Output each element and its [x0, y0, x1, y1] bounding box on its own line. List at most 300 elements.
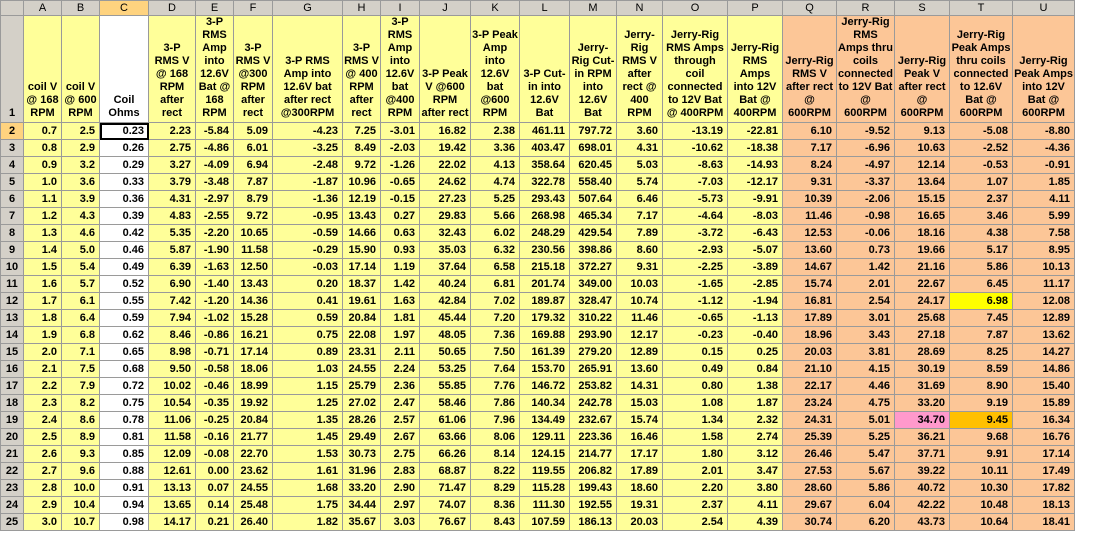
- table-cell[interactable]: 2.9: [62, 140, 100, 157]
- table-cell[interactable]: 27.18: [895, 327, 950, 344]
- table-cell[interactable]: -2.55: [196, 208, 234, 225]
- table-cell[interactable]: 1.6: [24, 276, 62, 293]
- table-cell[interactable]: -1.13: [728, 310, 783, 327]
- table-cell[interactable]: 5.03: [617, 157, 663, 174]
- table-cell[interactable]: 2.47: [381, 395, 420, 412]
- table-cell[interactable]: 230.56: [520, 242, 570, 259]
- column-header-h[interactable]: H: [343, 1, 381, 16]
- table-cell[interactable]: 74.07: [420, 497, 471, 514]
- table-cell[interactable]: 19.42: [420, 140, 471, 157]
- table-cell[interactable]: 9.91: [950, 446, 1013, 463]
- table-cell[interactable]: 2.9: [24, 497, 62, 514]
- table-cell[interactable]: 9.72: [234, 208, 273, 225]
- table-cell[interactable]: -0.71: [196, 344, 234, 361]
- table-cell[interactable]: 40.72: [895, 480, 950, 497]
- table-cell[interactable]: 1.3: [24, 225, 62, 242]
- table-cell[interactable]: 13.43: [343, 208, 381, 225]
- table-cell[interactable]: -2.25: [663, 259, 728, 276]
- row-number[interactable]: 9: [1, 242, 24, 259]
- table-cell[interactable]: 5.25: [837, 429, 895, 446]
- table-cell[interactable]: -6.43: [728, 225, 783, 242]
- table-cell[interactable]: 6.20: [837, 514, 895, 531]
- table-cell[interactable]: 2.37: [663, 497, 728, 514]
- row-number[interactable]: 16: [1, 361, 24, 378]
- table-cell[interactable]: 37.64: [420, 259, 471, 276]
- table-cell[interactable]: 7.76: [471, 378, 520, 395]
- table-cell[interactable]: 3.46: [950, 208, 1013, 225]
- table-cell[interactable]: 1.2: [24, 208, 62, 225]
- table-cell[interactable]: 4.39: [728, 514, 783, 531]
- table-cell[interactable]: 349.00: [570, 276, 617, 293]
- table-cell[interactable]: -1.26: [381, 157, 420, 174]
- table-cell[interactable]: 1.03: [273, 361, 343, 378]
- table-cell[interactable]: 206.82: [570, 463, 617, 480]
- table-cell[interactable]: 1.53: [273, 446, 343, 463]
- table-cell[interactable]: 4.15: [837, 361, 895, 378]
- column-header-p[interactable]: P: [728, 1, 783, 16]
- column-header-m[interactable]: M: [570, 1, 617, 16]
- table-cell[interactable]: 21.16: [895, 259, 950, 276]
- table-cell[interactable]: 107.59: [520, 514, 570, 531]
- table-cell[interactable]: 27.23: [420, 191, 471, 208]
- table-cell[interactable]: 279.20: [570, 344, 617, 361]
- table-cell[interactable]: 0.46: [100, 242, 149, 259]
- table-cell[interactable]: 1.25: [273, 395, 343, 412]
- table-cell[interactable]: 3.27: [149, 157, 196, 174]
- table-cell[interactable]: 58.46: [420, 395, 471, 412]
- table-cell[interactable]: 61.06: [420, 412, 471, 429]
- table-cell[interactable]: 4.3: [62, 208, 100, 225]
- column-header-s[interactable]: S: [895, 1, 950, 16]
- table-cell[interactable]: 17.14: [234, 344, 273, 361]
- table-cell[interactable]: 8.24: [783, 157, 837, 174]
- row-number[interactable]: 7: [1, 208, 24, 225]
- table-cell[interactable]: 119.55: [520, 463, 570, 480]
- table-cell[interactable]: 2.23: [149, 123, 196, 140]
- table-cell[interactable]: 0.73: [837, 242, 895, 259]
- table-cell[interactable]: 0.78: [100, 412, 149, 429]
- table-cell[interactable]: 2.7: [24, 463, 62, 480]
- table-cell[interactable]: 6.32: [471, 242, 520, 259]
- table-cell[interactable]: 9.45: [950, 412, 1013, 429]
- row-number[interactable]: 8: [1, 225, 24, 242]
- table-cell[interactable]: -3.37: [837, 174, 895, 191]
- table-cell[interactable]: 2.01: [663, 463, 728, 480]
- table-cell[interactable]: 17.49: [1013, 463, 1075, 480]
- table-cell[interactable]: 11.06: [149, 412, 196, 429]
- table-cell[interactable]: 0.84: [728, 361, 783, 378]
- table-cell[interactable]: 13.43: [234, 276, 273, 293]
- column-title-cell[interactable]: 3-P Cut-in into 12.6V Bat: [520, 16, 570, 123]
- table-cell[interactable]: 18.13: [1013, 497, 1075, 514]
- table-cell[interactable]: 4.31: [617, 140, 663, 157]
- table-cell[interactable]: 5.99: [1013, 208, 1075, 225]
- table-cell[interactable]: 11.46: [617, 310, 663, 327]
- table-cell[interactable]: 1.9: [24, 327, 62, 344]
- table-cell[interactable]: 268.98: [520, 208, 570, 225]
- table-cell[interactable]: 358.64: [520, 157, 570, 174]
- table-cell[interactable]: 8.2: [62, 395, 100, 412]
- table-cell[interactable]: 1.15: [273, 378, 343, 395]
- table-cell[interactable]: 6.10: [783, 123, 837, 140]
- table-cell[interactable]: 0.00: [196, 463, 234, 480]
- table-cell[interactable]: 22.70: [234, 446, 273, 463]
- table-cell[interactable]: 14.66: [343, 225, 381, 242]
- table-cell[interactable]: 2.90: [381, 480, 420, 497]
- table-cell[interactable]: -0.46: [196, 378, 234, 395]
- table-cell[interactable]: 0.68: [100, 361, 149, 378]
- table-cell[interactable]: 32.43: [420, 225, 471, 242]
- table-cell[interactable]: 15.15: [895, 191, 950, 208]
- table-cell[interactable]: 33.20: [895, 395, 950, 412]
- table-cell[interactable]: 66.26: [420, 446, 471, 463]
- column-title-cell[interactable]: 3-P Peak V @600 RPM after rect: [420, 16, 471, 123]
- table-cell[interactable]: 5.7: [62, 276, 100, 293]
- table-cell[interactable]: -1.63: [196, 259, 234, 276]
- table-cell[interactable]: -4.64: [663, 208, 728, 225]
- table-cell[interactable]: -8.63: [663, 157, 728, 174]
- table-cell[interactable]: 9.3: [62, 446, 100, 463]
- table-cell[interactable]: -0.98: [837, 208, 895, 225]
- table-cell[interactable]: 322.78: [520, 174, 570, 191]
- table-cell[interactable]: 1.1: [24, 191, 62, 208]
- column-header-r[interactable]: R: [837, 1, 895, 16]
- table-cell[interactable]: 2.74: [728, 429, 783, 446]
- table-cell[interactable]: 2.97: [381, 497, 420, 514]
- table-cell[interactable]: 7.58: [1013, 225, 1075, 242]
- table-cell[interactable]: 1.61: [273, 463, 343, 480]
- table-cell[interactable]: -9.52: [837, 123, 895, 140]
- table-cell[interactable]: 7.36: [471, 327, 520, 344]
- table-cell[interactable]: 15.03: [617, 395, 663, 412]
- table-cell[interactable]: 26.40: [234, 514, 273, 531]
- table-cell[interactable]: 0.52: [100, 276, 149, 293]
- column-title-cell[interactable]: Jerry-Rig Cut-in RPM into 12.6V Bat: [570, 16, 617, 123]
- table-cell[interactable]: -4.86: [196, 140, 234, 157]
- table-cell[interactable]: 16.46: [617, 429, 663, 446]
- table-cell[interactable]: -0.29: [273, 242, 343, 259]
- table-cell[interactable]: 22.67: [895, 276, 950, 293]
- table-cell[interactable]: 0.41: [273, 293, 343, 310]
- table-cell[interactable]: 17.82: [1013, 480, 1075, 497]
- table-cell[interactable]: 1.82: [273, 514, 343, 531]
- table-cell[interactable]: 115.28: [520, 480, 570, 497]
- table-cell[interactable]: 18.06: [234, 361, 273, 378]
- column-title-cell[interactable]: 3-P RMS Amp into 12.6V Bat @ 168 RPM: [196, 16, 234, 123]
- table-cell[interactable]: -0.25: [196, 412, 234, 429]
- table-cell[interactable]: 29.49: [343, 429, 381, 446]
- table-cell[interactable]: 24.55: [234, 480, 273, 497]
- table-cell[interactable]: 2.0: [24, 344, 62, 361]
- column-header-j[interactable]: J: [420, 1, 471, 16]
- table-cell[interactable]: 7.9: [62, 378, 100, 395]
- table-cell[interactable]: 12.17: [617, 327, 663, 344]
- table-cell[interactable]: -1.12: [663, 293, 728, 310]
- table-cell[interactable]: 16.65: [895, 208, 950, 225]
- table-cell[interactable]: 1.7: [24, 293, 62, 310]
- row-number[interactable]: 11: [1, 276, 24, 293]
- table-cell[interactable]: 10.30: [950, 480, 1013, 497]
- table-cell[interactable]: 1.68: [273, 480, 343, 497]
- table-cell[interactable]: 36.21: [895, 429, 950, 446]
- table-cell[interactable]: 5.87: [149, 242, 196, 259]
- table-cell[interactable]: 2.6: [24, 446, 62, 463]
- table-cell[interactable]: 6.04: [837, 497, 895, 514]
- table-cell[interactable]: 17.17: [617, 446, 663, 463]
- table-cell[interactable]: 16.21: [234, 327, 273, 344]
- table-cell[interactable]: 0.49: [663, 361, 728, 378]
- table-cell[interactable]: 1.85: [1013, 174, 1075, 191]
- table-cell[interactable]: 2.57: [381, 412, 420, 429]
- table-cell[interactable]: -0.65: [381, 174, 420, 191]
- row-number[interactable]: 1: [1, 16, 24, 123]
- table-cell[interactable]: 3.12: [728, 446, 783, 463]
- table-cell[interactable]: 31.69: [895, 378, 950, 395]
- table-cell[interactable]: 7.87: [234, 174, 273, 191]
- table-cell[interactable]: 3.0: [24, 514, 62, 531]
- table-cell[interactable]: 1.42: [837, 259, 895, 276]
- table-cell[interactable]: 11.17: [1013, 276, 1075, 293]
- table-cell[interactable]: 31.96: [343, 463, 381, 480]
- table-cell[interactable]: 12.61: [149, 463, 196, 480]
- column-title-cell[interactable]: coil V @ 168 RPM: [24, 16, 62, 123]
- table-cell[interactable]: 10.13: [1013, 259, 1075, 276]
- column-title-cell[interactable]: 3-P RMS Amp into 12.6V bat @400 RPM: [381, 16, 420, 123]
- table-cell[interactable]: 10.39: [783, 191, 837, 208]
- table-cell[interactable]: -2.20: [196, 225, 234, 242]
- table-cell[interactable]: 0.33: [100, 174, 149, 191]
- table-cell[interactable]: 2.24: [381, 361, 420, 378]
- table-cell[interactable]: 10.65: [234, 225, 273, 242]
- column-header-n[interactable]: N: [617, 1, 663, 16]
- table-cell[interactable]: 698.01: [570, 140, 617, 157]
- table-cell[interactable]: 13.62: [1013, 327, 1075, 344]
- row-number[interactable]: 22: [1, 463, 24, 480]
- table-cell[interactable]: 8.49: [343, 140, 381, 157]
- table-cell[interactable]: 45.44: [420, 310, 471, 327]
- table-cell[interactable]: -0.53: [950, 157, 1013, 174]
- table-cell[interactable]: 8.43: [471, 514, 520, 531]
- table-cell[interactable]: 5.25: [471, 191, 520, 208]
- table-cell[interactable]: -2.48: [273, 157, 343, 174]
- table-cell[interactable]: 22.17: [783, 378, 837, 395]
- table-cell[interactable]: 0.89: [273, 344, 343, 361]
- table-cell[interactable]: 24.62: [420, 174, 471, 191]
- row-number[interactable]: 25: [1, 514, 24, 531]
- table-cell[interactable]: 11.58: [234, 242, 273, 259]
- table-cell[interactable]: 15.90: [343, 242, 381, 259]
- table-cell[interactable]: 0.93: [381, 242, 420, 259]
- table-cell[interactable]: 398.86: [570, 242, 617, 259]
- table-cell[interactable]: 3.60: [617, 123, 663, 140]
- table-cell[interactable]: 4.46: [837, 378, 895, 395]
- table-cell[interactable]: 4.6: [62, 225, 100, 242]
- row-number[interactable]: 19: [1, 412, 24, 429]
- table-cell[interactable]: 248.29: [520, 225, 570, 242]
- table-cell[interactable]: 7.25: [343, 123, 381, 140]
- table-cell[interactable]: 5.4: [62, 259, 100, 276]
- table-cell[interactable]: 11.46: [783, 208, 837, 225]
- table-cell[interactable]: 5.86: [950, 259, 1013, 276]
- table-cell[interactable]: 8.14: [471, 446, 520, 463]
- table-cell[interactable]: 6.94: [234, 157, 273, 174]
- table-cell[interactable]: 18.37: [343, 276, 381, 293]
- table-cell[interactable]: 12.14: [895, 157, 950, 174]
- table-cell[interactable]: 1.07: [950, 174, 1013, 191]
- table-cell[interactable]: 1.5: [24, 259, 62, 276]
- table-cell[interactable]: 214.77: [570, 446, 617, 463]
- table-cell[interactable]: 1.38: [728, 378, 783, 395]
- table-cell[interactable]: 5.67: [837, 463, 895, 480]
- table-cell[interactable]: 63.66: [420, 429, 471, 446]
- table-cell[interactable]: 6.81: [471, 276, 520, 293]
- table-cell[interactable]: -3.01: [381, 123, 420, 140]
- table-cell[interactable]: 6.8: [62, 327, 100, 344]
- table-cell[interactable]: 129.11: [520, 429, 570, 446]
- table-cell[interactable]: -0.95: [273, 208, 343, 225]
- table-cell[interactable]: 13.60: [783, 242, 837, 259]
- table-cell[interactable]: 2.4: [24, 412, 62, 429]
- table-cell[interactable]: 9.13: [895, 123, 950, 140]
- table-cell[interactable]: -0.86: [196, 327, 234, 344]
- table-cell[interactable]: 9.31: [617, 259, 663, 276]
- table-cell[interactable]: 2.01: [837, 276, 895, 293]
- table-cell[interactable]: -0.40: [728, 327, 783, 344]
- table-cell[interactable]: 5.17: [950, 242, 1013, 259]
- table-cell[interactable]: 10.03: [617, 276, 663, 293]
- table-cell[interactable]: 42.22: [895, 497, 950, 514]
- table-cell[interactable]: -12.17: [728, 174, 783, 191]
- table-cell[interactable]: 26.46: [783, 446, 837, 463]
- table-cell[interactable]: 30.73: [343, 446, 381, 463]
- table-cell[interactable]: 28.69: [895, 344, 950, 361]
- table-cell[interactable]: 153.70: [520, 361, 570, 378]
- table-cell[interactable]: 192.55: [570, 497, 617, 514]
- table-cell[interactable]: 20.03: [783, 344, 837, 361]
- table-cell[interactable]: -1.94: [728, 293, 783, 310]
- table-cell[interactable]: 25.39: [783, 429, 837, 446]
- table-cell[interactable]: 24.17: [895, 293, 950, 310]
- table-cell[interactable]: 0.15: [663, 344, 728, 361]
- table-cell[interactable]: -2.85: [728, 276, 783, 293]
- table-cell[interactable]: 2.37: [950, 191, 1013, 208]
- table-cell[interactable]: 0.81: [100, 429, 149, 446]
- column-title-cell[interactable]: coil V @ 600 RPM: [62, 16, 100, 123]
- table-cell[interactable]: 28.26: [343, 412, 381, 429]
- table-cell[interactable]: 2.1: [24, 361, 62, 378]
- table-cell[interactable]: -3.89: [728, 259, 783, 276]
- table-cell[interactable]: 29.67: [783, 497, 837, 514]
- table-cell[interactable]: -0.65: [663, 310, 728, 327]
- table-cell[interactable]: 7.45: [950, 310, 1013, 327]
- table-cell[interactable]: -1.65: [663, 276, 728, 293]
- table-cell[interactable]: 1.63: [381, 293, 420, 310]
- table-cell[interactable]: 429.54: [570, 225, 617, 242]
- table-cell[interactable]: 6.46: [617, 191, 663, 208]
- column-title-cell[interactable]: 3-P RMS V @ 400 RPM after rect: [343, 16, 381, 123]
- table-cell[interactable]: -3.25: [273, 140, 343, 157]
- table-cell[interactable]: 5.09: [234, 123, 273, 140]
- table-cell[interactable]: 5.01: [837, 412, 895, 429]
- table-cell[interactable]: 15.89: [1013, 395, 1075, 412]
- table-cell[interactable]: 8.36: [471, 497, 520, 514]
- table-cell[interactable]: 5.47: [837, 446, 895, 463]
- table-cell[interactable]: 40.24: [420, 276, 471, 293]
- table-cell[interactable]: 8.60: [617, 242, 663, 259]
- column-title-cell[interactable]: 3-P Peak Amp into 12.6V bat @600 RPM: [471, 16, 520, 123]
- table-cell[interactable]: 15.74: [783, 276, 837, 293]
- table-cell[interactable]: 293.43: [520, 191, 570, 208]
- table-cell[interactable]: 134.49: [520, 412, 570, 429]
- table-cell[interactable]: -4.09: [196, 157, 234, 174]
- table-cell[interactable]: 124.15: [520, 446, 570, 463]
- column-header-q[interactable]: Q: [783, 1, 837, 16]
- table-cell[interactable]: 0.80: [663, 378, 728, 395]
- table-cell[interactable]: 2.38: [471, 123, 520, 140]
- row-number[interactable]: 4: [1, 157, 24, 174]
- table-cell[interactable]: 8.95: [1013, 242, 1075, 259]
- table-cell[interactable]: -18.38: [728, 140, 783, 157]
- table-cell[interactable]: 0.25: [728, 344, 783, 361]
- table-cell[interactable]: 19.31: [617, 497, 663, 514]
- table-cell[interactable]: 9.31: [783, 174, 837, 191]
- table-cell[interactable]: 0.62: [100, 327, 149, 344]
- row-number[interactable]: 20: [1, 429, 24, 446]
- table-cell[interactable]: 10.4: [62, 497, 100, 514]
- row-number[interactable]: 5: [1, 174, 24, 191]
- table-cell[interactable]: 0.85: [100, 446, 149, 463]
- table-cell[interactable]: 0.63: [381, 225, 420, 242]
- table-cell[interactable]: 71.47: [420, 480, 471, 497]
- table-cell[interactable]: 0.23: [100, 123, 149, 140]
- table-cell[interactable]: 18.99: [234, 378, 273, 395]
- column-header-l[interactable]: L: [520, 1, 570, 16]
- table-cell[interactable]: -10.62: [663, 140, 728, 157]
- table-cell[interactable]: 0.07: [196, 480, 234, 497]
- table-cell[interactable]: 10.63: [895, 140, 950, 157]
- table-cell[interactable]: 4.83: [149, 208, 196, 225]
- table-cell[interactable]: -0.06: [837, 225, 895, 242]
- table-cell[interactable]: 13.64: [895, 174, 950, 191]
- table-cell[interactable]: 6.90: [149, 276, 196, 293]
- column-title-cell[interactable]: Jerry-Rig RMS V after rect @ 600RPM: [783, 16, 837, 123]
- table-cell[interactable]: 14.27: [1013, 344, 1075, 361]
- table-cell[interactable]: 22.08: [343, 327, 381, 344]
- table-cell[interactable]: 3.9: [62, 191, 100, 208]
- table-cell[interactable]: 7.94: [149, 310, 196, 327]
- table-cell[interactable]: 12.09: [149, 446, 196, 463]
- table-cell[interactable]: 11.58: [149, 429, 196, 446]
- table-cell[interactable]: 3.03: [381, 514, 420, 531]
- table-cell[interactable]: 15.28: [234, 310, 273, 327]
- table-cell[interactable]: 20.84: [234, 412, 273, 429]
- table-cell[interactable]: 0.59: [100, 310, 149, 327]
- table-cell[interactable]: 39.22: [895, 463, 950, 480]
- row-number[interactable]: 24: [1, 497, 24, 514]
- table-cell[interactable]: -7.03: [663, 174, 728, 191]
- column-header-o[interactable]: O: [663, 1, 728, 16]
- table-cell[interactable]: 3.01: [837, 310, 895, 327]
- table-cell[interactable]: 9.50: [149, 361, 196, 378]
- table-cell[interactable]: 16.82: [420, 123, 471, 140]
- table-cell[interactable]: 8.22: [471, 463, 520, 480]
- table-cell[interactable]: -0.35: [196, 395, 234, 412]
- column-header-a[interactable]: A: [24, 1, 62, 16]
- column-title-cell[interactable]: Jerry-Rig RMS Amps thru coils connected to 12V Bat @ 600RPM: [837, 16, 895, 123]
- table-cell[interactable]: 7.17: [783, 140, 837, 157]
- table-cell[interactable]: 169.88: [520, 327, 570, 344]
- row-number[interactable]: 13: [1, 310, 24, 327]
